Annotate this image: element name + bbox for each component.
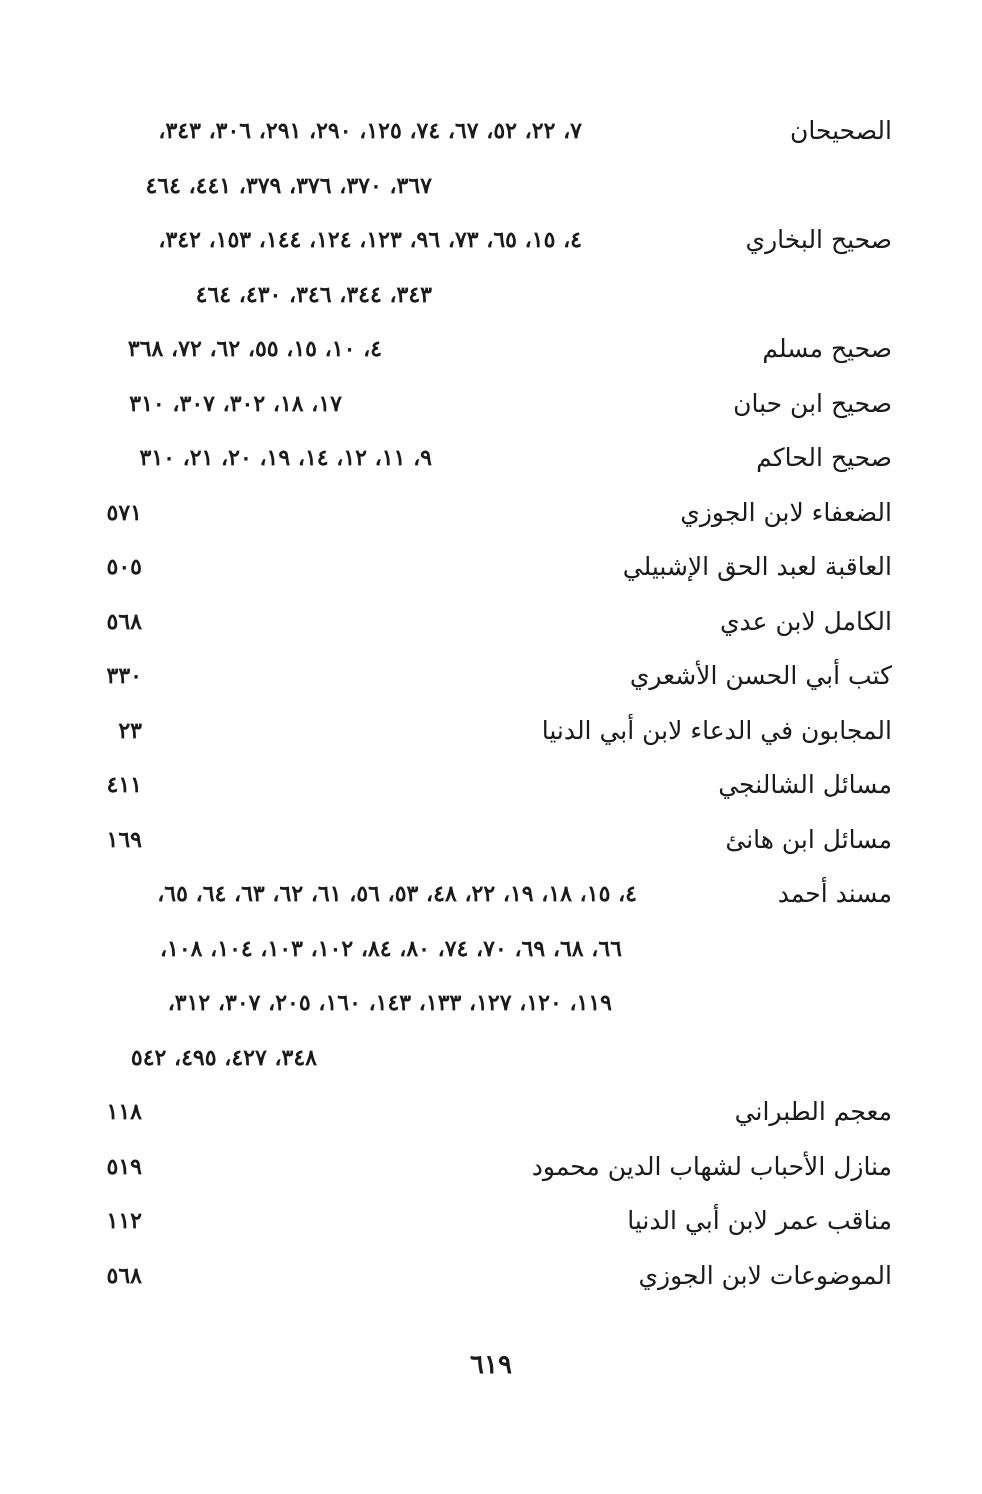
index-entry xyxy=(90,813,892,868)
entry-title: العاقبة لعبد الحق الإشبيلي xyxy=(622,552,892,581)
entry-title: صحيح البخاري xyxy=(745,225,892,254)
entry-title: الصحيحان xyxy=(789,116,892,145)
entry-pages: ٣٣٠ xyxy=(106,663,142,689)
entry-pages: ٥١٩ xyxy=(106,1153,142,1180)
index-entry xyxy=(90,1085,892,1140)
index-entry xyxy=(90,104,892,159)
index-entry xyxy=(90,377,892,432)
entry-title: الموضوعات لابن الجوزي xyxy=(638,1260,892,1290)
entry-pages: ٣٤٨، ٤٢٧، ٤٩٥، ٥٤٢ xyxy=(130,1044,317,1071)
entry-title: مسند أحمد xyxy=(777,879,892,908)
index-entry xyxy=(90,704,892,759)
entry-pages: ١١٨ xyxy=(106,1099,142,1125)
entry-title: صحيح الحاكم xyxy=(756,443,892,472)
entry-title: مناقب عمر لابن أبي الدنيا xyxy=(627,1206,892,1235)
entry-title: الضعفاء لابن الجوزي xyxy=(680,497,892,527)
entry-title: الكامل لابن عدي xyxy=(719,606,892,636)
entry-pages: ٤، ١٥، ١٨، ١٩، ٢٢، ٤٨، ٥٣، ٥٦، ٦١، ٦٢، ٦٣، ٦٤، ٦٥، xyxy=(157,881,637,907)
index-entry xyxy=(90,213,892,268)
entry-title: صحيح مسلم xyxy=(762,334,892,363)
entry-title: معجم الطبراني xyxy=(734,1097,892,1126)
entry-pages: ٧، ٢٢، ٥٢، ٦٧، ٧٤، ١٢٥، ٢٩٠، ٢٩١، ٣٠٦، ٣٤٣، xyxy=(158,118,582,144)
index-entry xyxy=(90,431,892,486)
entry-pages: ٣٦٧، ٣٧٠، ٣٧٦، ٣٧٩، ٤٤١، ٤٦٤ xyxy=(145,172,432,199)
entry-pages: ٢٣ xyxy=(118,717,142,744)
entry-title: مسائل ابن هانئ xyxy=(725,824,892,854)
entry-pages: ١١٩، ١٢٠، ١٢٧، ١٣٣، ١٤٣، ١٦٠، ٢٠٥، ٣٠٧، ٣١٢، xyxy=(167,990,612,1016)
entry-title: مسائل الشالنجي xyxy=(718,770,892,799)
index-entry xyxy=(90,1194,892,1249)
index-entry xyxy=(90,922,892,977)
index-entry xyxy=(90,159,892,214)
entry-pages: ١٦٩ xyxy=(106,826,142,853)
entry-pages: ٣٤٣، ٣٤٤، ٣٤٦، ٤٣٠، ٤٦٤ xyxy=(195,281,432,308)
entry-title: كتب أبي الحسن الأشعري xyxy=(629,661,892,690)
index-entry xyxy=(90,540,892,595)
entry-title: المجابون في الدعاء لابن أبي الدنيا xyxy=(541,715,892,745)
entry-pages: ٥٦٨ xyxy=(106,1262,142,1289)
page-number: ٦١٩ xyxy=(470,1350,512,1380)
index-entry xyxy=(90,268,892,323)
entry-title: صحيح ابن حبان xyxy=(733,388,892,418)
entry-pages: ٥٦٨ xyxy=(106,608,142,635)
index-entry xyxy=(90,322,892,377)
sources-index xyxy=(90,104,892,1303)
entry-title: منازل الأحباب لشهاب الدين محمود xyxy=(531,1151,892,1181)
entry-pages: ٤، ١٥، ٦٥، ٧٣، ٩٦، ١٢٣، ١٢٤، ١٤٤، ١٥٣، ٣٤٢، xyxy=(158,227,582,253)
index-entry xyxy=(90,976,892,1031)
entry-pages: ٦٦، ٦٨، ٦٩، ٧٠، ٧٤، ٨٠، ٨٤، ١٠٢، ١٠٣، ١٠٤، ١٠٨، xyxy=(159,935,622,962)
index-entry xyxy=(90,1249,892,1304)
index-entry xyxy=(90,595,892,650)
entry-pages: ٥٠٥ xyxy=(106,554,142,580)
entry-pages: ٤١١ xyxy=(106,772,142,798)
index-entry xyxy=(90,486,892,541)
entry-pages: ٥٧١ xyxy=(106,499,142,526)
index-entry xyxy=(90,867,892,922)
index-entry xyxy=(90,1140,892,1195)
entry-pages: ٤، ١٠، ١٥، ٥٥، ٦٢، ٧٢، ٣٦٨ xyxy=(127,336,382,362)
index-entry xyxy=(90,758,892,813)
entry-pages: ١٧، ١٨، ٣٠٢، ٣٠٧، ٣١٠ xyxy=(129,390,342,417)
index-entry xyxy=(90,649,892,704)
index-entry xyxy=(90,1031,892,1086)
entry-pages: ٩، ١١، ١٢، ١٤، ١٩، ٢٠، ٢١، ٣١٠ xyxy=(139,445,432,471)
entry-pages: ١١٢ xyxy=(106,1208,142,1234)
